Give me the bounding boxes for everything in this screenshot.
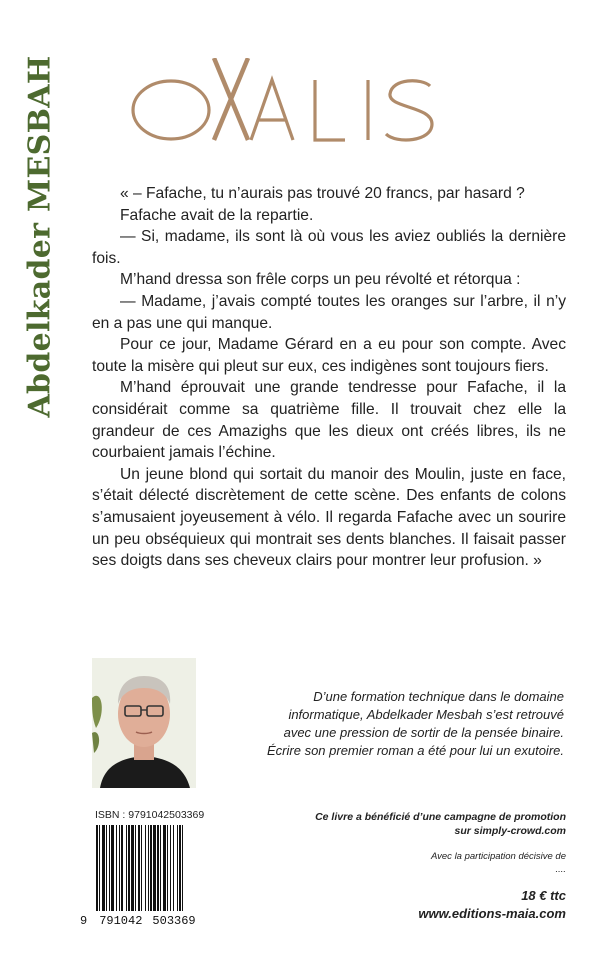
barcode-bar [121, 825, 123, 911]
barcode-digit-group: 503369 [152, 914, 196, 928]
barcode-digit-first: 9 [80, 914, 88, 928]
excerpt-paragraph: — Madame, j’avais compté toutes les oranges sur l’arbre, il n’y en a pas une qui manque. [92, 292, 566, 332]
excerpt-paragraph: — Si, madame, ils sont là où vous les aviez oubliés la dernière fois. [92, 228, 566, 267]
excerpt-paragraph: M’hand dressa son frêle corps un peu révolté et rétorqua : [120, 271, 521, 289]
barcode-bar [138, 825, 140, 911]
bio-line: avec une pression de sortir de la pensée binaire. [283, 725, 564, 740]
barcode-bar [106, 825, 107, 911]
author-photo [92, 658, 196, 788]
barcode-bar [126, 825, 127, 911]
barcode-bar [128, 825, 130, 911]
barcode-bar [170, 825, 171, 911]
publisher-website: www.editions-maia.com [418, 906, 566, 921]
oxalis-logo [128, 58, 468, 150]
barcode-bar [148, 825, 149, 911]
excerpt-paragraph: « – Fafache, tu n’aurais pas trouvé 20 francs, par hasard ? [120, 185, 525, 202]
author-name: Abdelkader MESBAH [22, 54, 58, 418]
barcode-digit-group: 791042 [99, 914, 143, 928]
barcode-bar [163, 825, 166, 911]
barcode-bar [99, 825, 100, 911]
barcode-bar [179, 825, 181, 911]
barcode-bar [131, 825, 134, 911]
back-cover-excerpt [92, 183, 566, 572]
excerpt-paragraph: Un jeune blond qui sortait du manoir des Moulin, juste en face, s’était délecté discrètement de cette scène. Des enfants de colons s’amusaient joyeusement à vélo. Il regarda Fafache avec un sourire un peu obséquieux qui montrait ses dents blanches. Il faisait passer ses doigts dans ses cheveux clairs pour montrer leur profusion. » [92, 465, 566, 570]
barcode-bar [116, 825, 117, 911]
barcode-bar [177, 825, 178, 911]
promotion-site: sur simply-crowd.com [454, 825, 566, 837]
excerpt-paragraph: M’hand éprouvait une grande tendresse pour Fafache, il la considérait comme sa quatrième fille. Il trouvait chez elle la grandeur de ces Amazighs que les dieux ont créés libres, ils ne courbaient jamais l’échine. [92, 379, 566, 462]
participation-line: Avec la participation décisive de [430, 851, 566, 862]
isbn-label: ISBN : 9791042503369 [95, 809, 205, 821]
barcode-bar [160, 825, 161, 911]
book-title-logo [128, 58, 468, 150]
barcode-bar [111, 825, 114, 911]
author-vertical [20, 28, 60, 444]
barcode-bar [119, 825, 120, 911]
excerpt-paragraph: Pour ce jour, Madame Gérard en a eu pour son compte. Avec toute la misère qui pleut sur eux, ces indigènes sont toujours fiers. [92, 336, 566, 375]
author-bio [226, 688, 564, 760]
barcode-bar [173, 825, 174, 911]
barcode-bar [109, 825, 110, 911]
barcode-bar [96, 825, 98, 911]
barcode-bar [167, 825, 168, 911]
barcode-bar [102, 825, 105, 911]
barcode-bar [145, 825, 146, 911]
bio-line: D’une formation technique dans le domaine [313, 689, 564, 704]
barcode-bar [182, 825, 183, 911]
excerpt-paragraph: Fafache avait de la repartie. [120, 206, 314, 224]
barcode-bar [135, 825, 136, 911]
barcode-bar [141, 825, 142, 911]
bio-line: informatique, Abdelkader Mesbah s’est retrouvé [288, 707, 564, 722]
barcode-bar [157, 825, 159, 911]
barcode-digits [80, 914, 216, 928]
barcode-bar [150, 825, 152, 911]
price: 18 € ttc [521, 888, 566, 903]
barcode-bar [153, 825, 156, 911]
participation-dots: .... [555, 864, 566, 875]
promotion-line: Ce livre a bénéficié d’une campagne de promotion [315, 811, 566, 823]
bio-line: Écrire son premier roman a été pour lui un exutoire. [267, 743, 564, 758]
